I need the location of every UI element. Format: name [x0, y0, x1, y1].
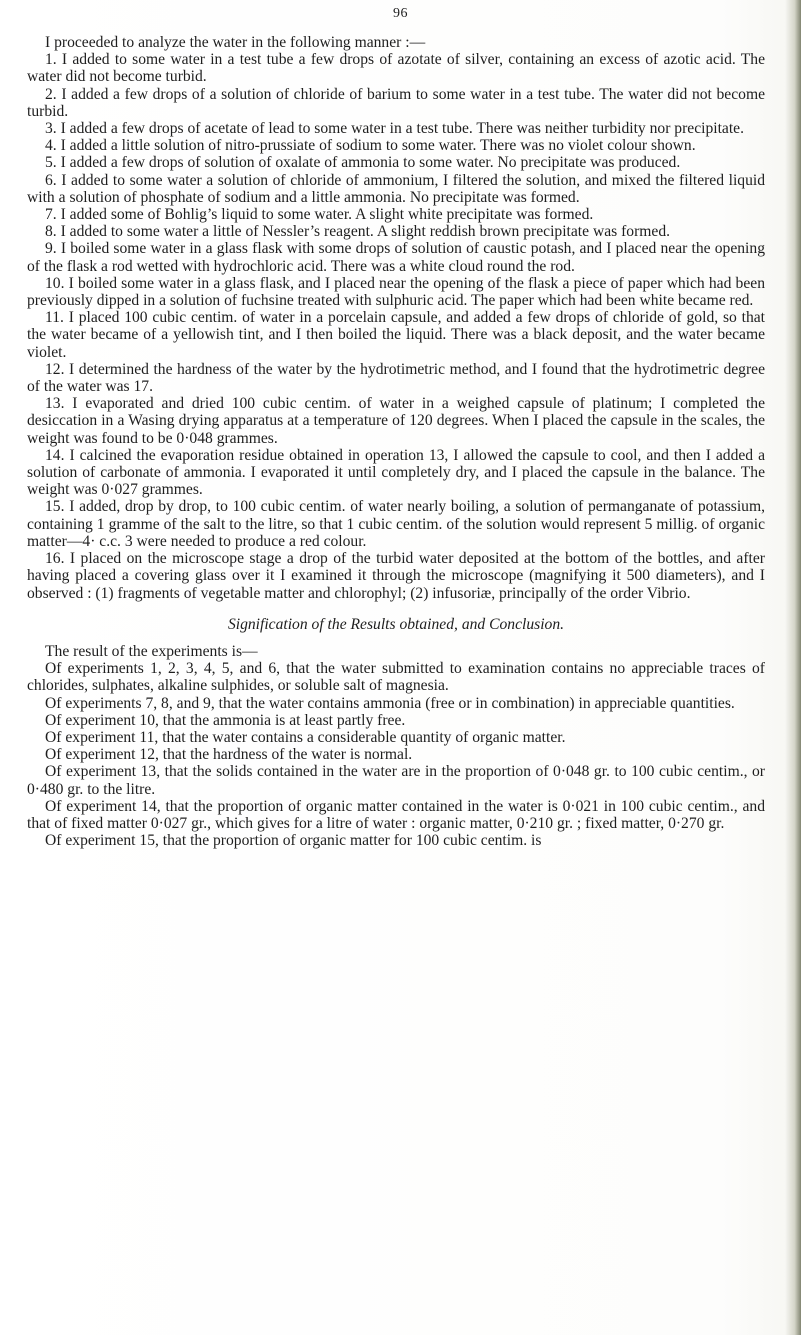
paragraph: Of experiment 14, that the proportion of organic matter contained in the water is 0·021 in 100 cubic centim., and that of fixed matter 0·027 gr., which gives for a litre of water : organic matter, 0·210 gr. ; fixed matter, 0·270 gr. [27, 797, 765, 832]
paragraph: I proceeded to analyze the water in the following manner :— [45, 34, 426, 51]
paragraph: Of experiment 12, that the hardness of the water is normal. [45, 746, 413, 764]
page-number: 96 [393, 6, 408, 21]
paragraph: 16. I placed on the microscope stage a drop of the turbid water deposited at the bottom of the bottles, and after having placed a covering glass over it I examined it through the microscope (magnifying it 500 diameters), and I observed : (1) fragments of vegetable matter and chlorophyl; (2) infusoriæ, principally of the order Vibrio. [27, 550, 765, 602]
paragraph: Of experiment 10, that the ammonia is at least partly free. [45, 711, 406, 729]
paragraph: Of experiment 13, that the solids contained in the water are in the proportion of 0·048 gr. to 100 cubic centim., or 0·480 gr. to the litre. [27, 763, 765, 798]
paragraph: Of experiment 11, that the water contains a considerable quantity of organic matter. [45, 728, 566, 746]
paragraph: Of experiment 15, that the proportion of organic matter for 100 cubic centim. is [45, 832, 542, 850]
paragraph: 3. I added a few drops of acetate of lead to some water in a test tube. There was neither turbidity nor precipitate. [45, 120, 745, 138]
page-edge-shadow [785, 0, 801, 1335]
paragraph: The result of the experiments is— [45, 642, 258, 660]
body-text [27, 34, 765, 849]
paragraph: 12. I determined the hardness of the water by the hydrotimetric method, and I found that the hydrotimetric degree of the water was 17. [27, 360, 765, 396]
paragraph: 14. I calcined the evaporation residue obtained in operation 13, I allowed the capsule to cool, and then I added a solution of carbonate of ammonia. I evaporated it until completely dry, and I placed the capsule in the balance. The weight was 0·027 grammes. [27, 446, 765, 499]
paragraph: 15. I added, drop by drop, to 100 cubic centim. of water nearly boiling, a solution of permanganate of potassium, containing 1 gramme of the salt to the litre, so that 1 cubic centim. of the solution would represent 5 millig. of organic matter—4· c.c. 3 were needed to produce a red colour. [27, 498, 765, 550]
paragraph: 2. I added a few drops of a solution of chloride of barium to some water in a test tube. The water did not become turbid. [27, 85, 765, 120]
paragraph: 1. I added to some water in a test tube a few drops of azotate of silver, containing an excess of azotic acid. The water did not become turbid. [27, 51, 765, 86]
paragraph: Of experiments 7, 8, and 9, that the water contains ammonia (free or in combination) in appreciable quantities. [45, 694, 735, 712]
paragraph: 4. I added a little solution of nitro-prussiate of sodium to some water. There was no violet colour shown. [45, 137, 696, 155]
paragraph: 10. I boiled some water in a glass flask, and I placed near the opening of the flask a piece of paper which had been previously dipped in a solution of fuchsine treated with sulphuric acid. The paper which had been white became red. [27, 274, 765, 310]
paragraph: 13. I evaporated and dried 100 cubic centim. of water in a weighed capsule of platinum; I completed the desiccation in a Wasing drying apparatus at a temperature of 120 degrees. When I placed the capsule in the scales, the weight was found to be 0·048 grammes. [27, 395, 765, 447]
paragraph: 7. I added some of Bohlig’s liquid to some water. A slight white precipitate was formed. [45, 206, 594, 224]
paragraph: 8. I added to some water a little of Nessler’s reagent. A slight reddish brown precipitate was formed. [45, 223, 671, 241]
paragraph: 6. I added to some water a solution of chloride of ammonium, I filtered the solution, and mixed the filtered liquid with a solution of phosphate of sodium and a little ammonia. No precipitate was formed. [27, 171, 765, 206]
section-heading: Signification of the Results obtained, and Conclusion. [227, 615, 565, 633]
paragraph: Of experiments 1, 2, 3, 4, 5, and 6, that the water submitted to examination contains no appreciable traces of chlorides, sulphates, alkaline sulphides, or soluble salt of magnesia. [27, 660, 765, 695]
paragraph: 5. I added a few drops of solution of oxalate of ammonia to some water. No precipitate was produced. [45, 154, 681, 172]
paragraph: 11. I placed 100 cubic centim. of water in a porcelain capsule, and added a few drops of chloride of gold, so that the water became of a yellowish tint, and I then boiled the liquid. There was a black deposit, and the water became violet. [27, 309, 765, 361]
paragraph: 9. I boiled some water in a glass flask with some drops of solution of caustic potash, and I placed near the opening of the flask a rod wetted with hydrochloric acid. There was a white cloud round the rod. [27, 240, 765, 275]
